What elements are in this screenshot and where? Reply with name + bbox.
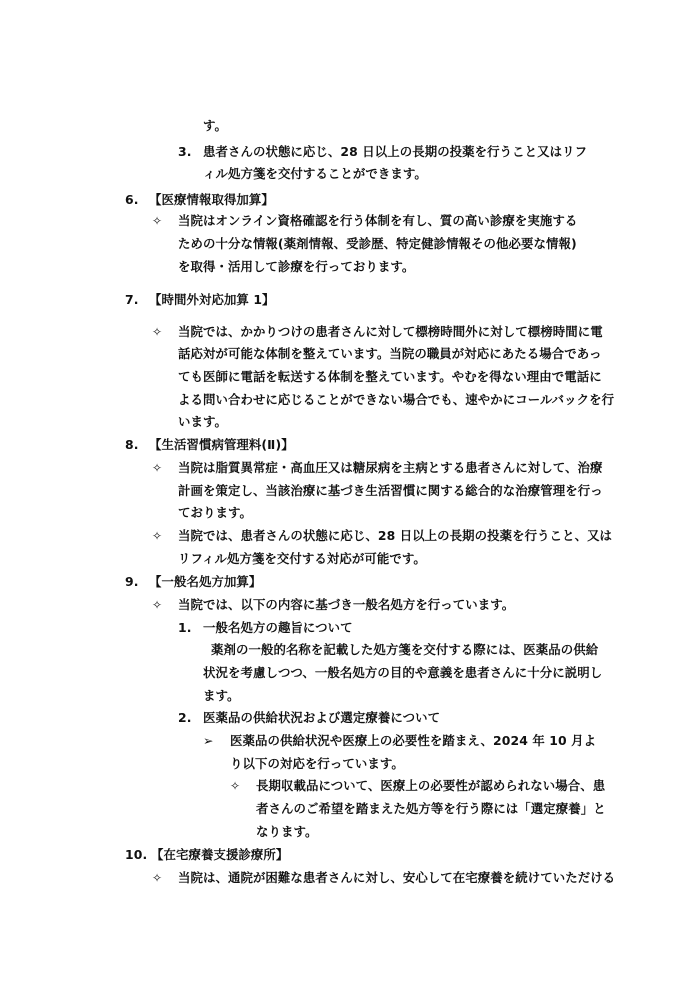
- text-line: 当院は脂質異常症・高血圧又は糖尿病を主病とする患者さんに対して、治療: [178, 460, 603, 475]
- text-line: 者さんのご希望を踏まえた処方等を行う際には「選定療養」と: [256, 801, 606, 816]
- section-number-9: 9.: [125, 574, 139, 589]
- text-line: 当院では、以下の内容に基づき一般名処方を行っています。: [178, 597, 515, 612]
- text-line: ます。: [203, 688, 240, 703]
- list-number-1: 1.: [178, 620, 192, 635]
- section-number-10: 10.: [125, 847, 148, 862]
- diamond-bullet-icon: ✧: [152, 461, 163, 475]
- text-line: す。: [203, 118, 227, 133]
- text-line: 話応対が可能な体制を整えています。当院の職員が対応にあたる場合であっ: [178, 346, 602, 361]
- text-line: ィル処方箋を交付することができます。: [203, 166, 427, 181]
- text-line: ための十分な情報(薬剤情報、受診歴、特定健診情報その他必要な情報): [178, 236, 577, 251]
- text-line: 当院では、患者さんの状態に応じ、28 日以上の長期の投薬を行うこと、又は: [178, 528, 613, 543]
- text-line: 当院は、通院が困難な患者さんに対し、安心して在宅療養を続けていただける: [178, 870, 616, 885]
- section-number-7: 7.: [125, 292, 139, 307]
- section-heading-7: 【時間外対応加算 1】: [149, 292, 275, 307]
- text-line: ても医師に電話を転送する体制を整えています。やむを得ない理由で電話に: [178, 369, 602, 384]
- text-line: ております。: [178, 505, 252, 520]
- text-line: います。: [178, 414, 227, 429]
- diamond-bullet-icon: ✧: [152, 529, 163, 543]
- list-number-3: 3.: [178, 144, 192, 159]
- diamond-bullet-icon: ✧: [230, 779, 241, 793]
- text-line: 状況を考慮しつつ、一般名処方の目的や意義を患者さんに十分に説明し: [203, 665, 603, 680]
- text-line: 計画を策定し、当該治療に基づき生活習慣に関する総合的な治療管理を行っ: [178, 483, 603, 498]
- subsection-heading: 一般名処方の趣旨について: [203, 620, 353, 635]
- text-line: なります。: [256, 824, 318, 839]
- diamond-bullet-icon: ✧: [152, 871, 163, 885]
- text-line: 薬剤の一般的名称を記載した処方箋を交付する際には、医薬品の供給: [211, 642, 599, 657]
- arrow-bullet-icon: ➢: [203, 733, 214, 748]
- diamond-bullet-icon: ✧: [152, 325, 163, 339]
- text-line: り以下の対応を行っています。: [230, 756, 404, 771]
- diamond-bullet-icon: ✧: [152, 598, 163, 612]
- diamond-bullet-icon: ✧: [152, 214, 163, 228]
- text-line: を取得・活用して診療を行っております。: [178, 259, 415, 274]
- section-heading-9: 【一般名処方加算】: [149, 574, 262, 589]
- section-number-6: 6.: [125, 192, 139, 207]
- text-line: よる問い合わせに応じることができない場合でも、速やかにコールバックを行: [178, 392, 615, 407]
- text-line: 当院はオンライン資格確認を行う体制を有し、質の高い診療を実施する: [178, 213, 578, 228]
- text-line: 長期収載品について、医療上の必要性が認められない場合、患: [256, 778, 606, 793]
- section-number-8: 8.: [125, 437, 139, 452]
- subsection-heading: 医薬品の供給状況および選定療養について: [203, 710, 441, 725]
- section-heading-10: 【在宅療養支援診療所】: [151, 847, 289, 862]
- text-line: 患者さんの状態に応じ、28 日以上の長期の投薬を行うこと又はリフ: [203, 144, 588, 159]
- section-heading-8: 【生活習慣病管理料(Ⅱ)】: [149, 437, 294, 452]
- section-heading-6: 【医療情報取得加算】: [149, 192, 274, 207]
- text-line: 当院では、かかりつけの患者さんに対して標榜時間外に対して標榜時間に電: [178, 324, 603, 339]
- text-line: リフィル処方箋を交付する対応が可能です。: [178, 551, 426, 566]
- list-number-2: 2.: [178, 710, 192, 725]
- text-line: 医薬品の供給状況や医療上の必要性を踏まえ、2024 年 10 月よ: [230, 733, 597, 748]
